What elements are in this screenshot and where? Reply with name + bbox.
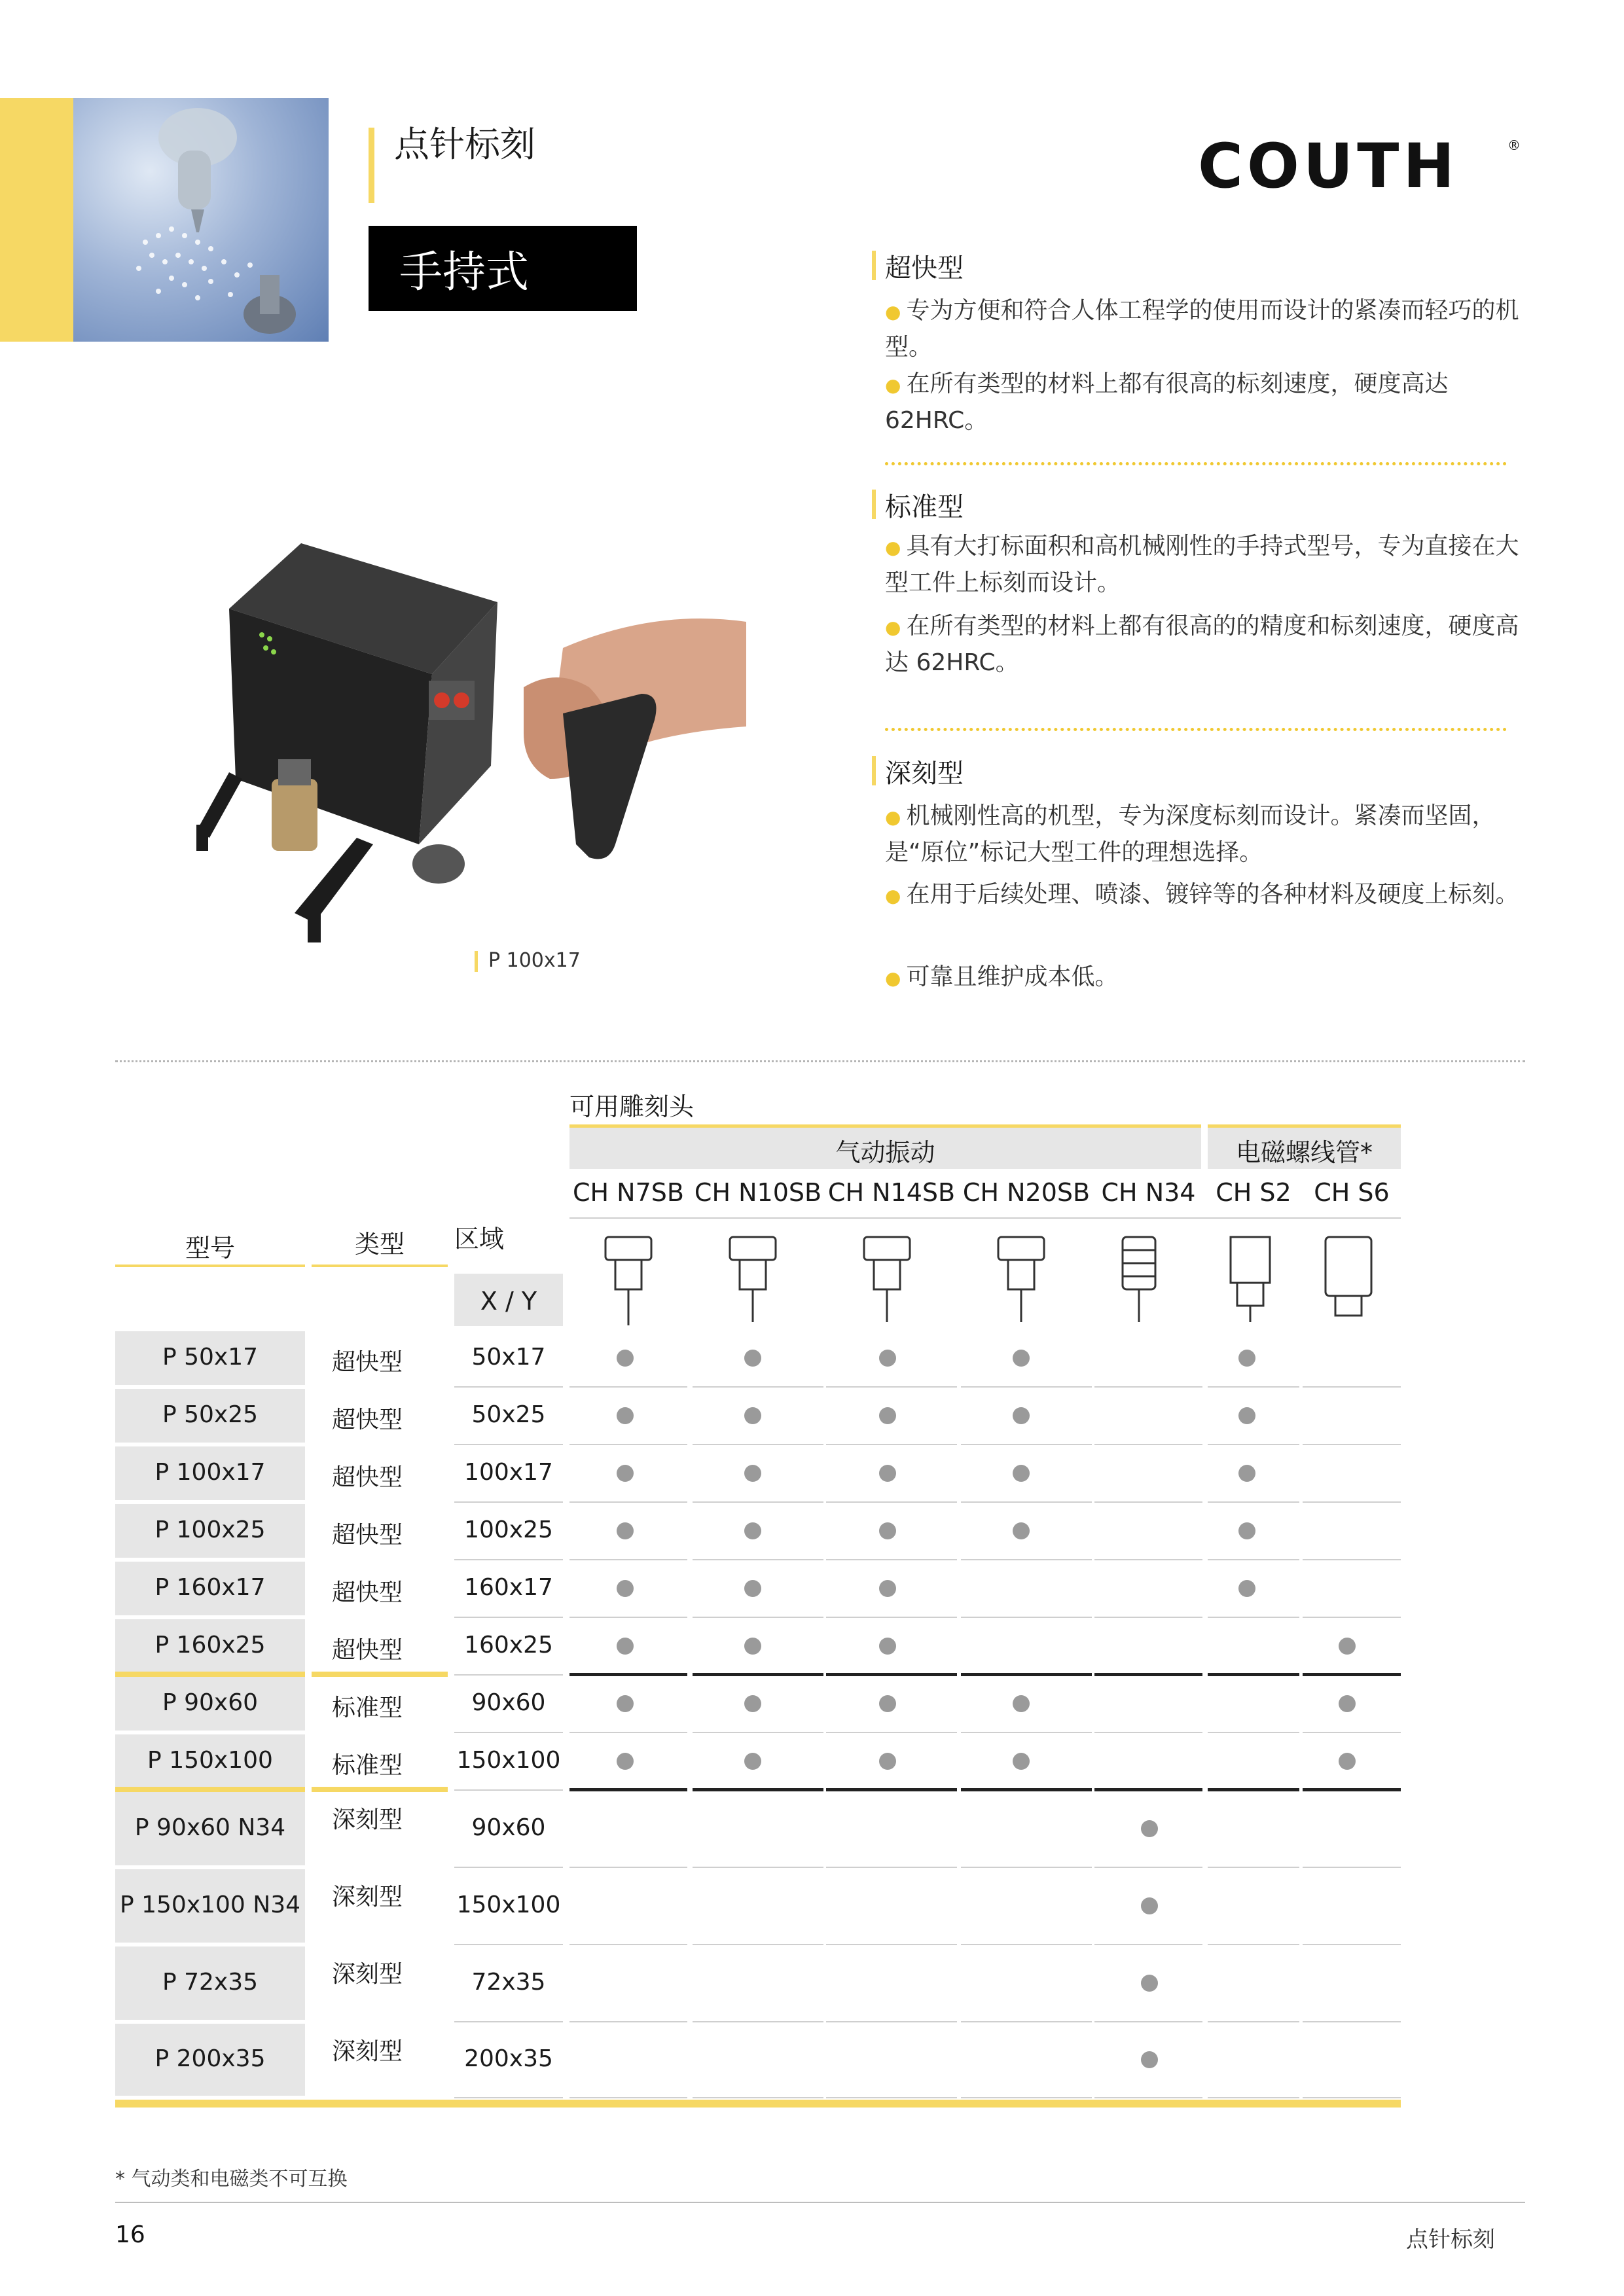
compatibility-dot — [879, 1753, 896, 1770]
bullet-dot-icon: ● — [885, 885, 901, 906]
compatibility-dot — [1013, 1465, 1030, 1482]
compatibility-dot — [744, 1580, 761, 1597]
compatibility-dot — [1238, 1522, 1255, 1539]
area-cell: 50x17 — [471, 1344, 546, 1371]
group-header-solenoid: 电磁螺线管* — [1235, 1138, 1373, 1167]
row-line — [1303, 1617, 1401, 1618]
bullet-dot-icon: ● — [885, 537, 901, 558]
row-line — [1094, 1617, 1202, 1618]
row-line — [961, 1559, 1092, 1560]
compatibility-dot — [879, 1407, 896, 1424]
head-col-n20sb: CH N20SB — [962, 1178, 1091, 1207]
dot-pattern-illustration — [73, 98, 329, 342]
row-line — [569, 1732, 687, 1733]
compatibility-dot — [1141, 1975, 1158, 1992]
solenoid-head-icon — [1231, 1237, 1270, 1322]
row-line — [569, 1867, 687, 1868]
head-col-n10sb: CH N10SB — [694, 1178, 822, 1207]
group-divider-line — [693, 1673, 823, 1676]
row-line — [1208, 1559, 1299, 1560]
head-col-s6: CH S6 — [1314, 1178, 1390, 1207]
row-line — [693, 2021, 823, 2022]
row-line — [1208, 1444, 1299, 1445]
row-line — [1094, 1501, 1202, 1503]
head-col-s2: CH S2 — [1216, 1178, 1291, 1207]
group-divider-line — [569, 1788, 687, 1791]
bullet-dot-icon: ● — [885, 967, 901, 989]
section-dotted-divider — [885, 728, 1507, 731]
type-group-accent — [312, 1787, 448, 1792]
row-line — [454, 1867, 563, 1868]
feature-accent-bar — [872, 490, 876, 519]
row-line — [454, 1501, 563, 1503]
compatibility-dot — [1238, 1465, 1255, 1482]
bullet-text: 在所有类型的材料上都有很高的标刻速度，硬度高达62HRC。 — [885, 370, 1449, 434]
row-line — [826, 1559, 957, 1560]
pneumatic-head-icon — [730, 1237, 776, 1322]
row-line — [454, 2021, 563, 2022]
feature-accent-bar — [872, 756, 876, 785]
area-cell: 90x60 — [471, 1689, 546, 1716]
row-line — [1208, 2021, 1299, 2022]
row-line — [454, 1944, 563, 1945]
row-line — [1208, 1386, 1299, 1388]
row-line — [454, 1674, 563, 1676]
model-cell: P 150x100 — [147, 1747, 273, 1774]
row-line — [826, 1501, 957, 1503]
feature-bullet — [885, 529, 1540, 601]
row-line — [961, 2021, 1092, 2022]
row-line — [961, 1867, 1092, 1868]
bullet-text: 在用于后续处理、喷漆、镀锌等的各种材料及硬度上标刻。 — [906, 881, 1519, 908]
group-header-pneumatic: 气动振动 — [835, 1138, 935, 1167]
compatibility-dot — [1141, 1897, 1158, 1914]
feature-bullet — [885, 877, 1540, 914]
page-number: 16 — [115, 2221, 145, 2248]
feature-bullet — [885, 609, 1540, 681]
pneumatic-head-icon — [605, 1237, 651, 1325]
compatibility-dot — [744, 1465, 761, 1482]
col-header-accent — [115, 1265, 305, 1267]
row-line — [1094, 1867, 1202, 1868]
area-cell: 150x100 — [456, 1747, 561, 1774]
group-divider-line — [693, 1788, 823, 1791]
model-cell: P 100x25 — [154, 1516, 266, 1543]
row-line — [1094, 1559, 1202, 1560]
group-divider-line — [1094, 1788, 1202, 1791]
row-line — [454, 1386, 563, 1388]
col-header-type: 类型 — [354, 1230, 405, 1259]
section-title: 点针标刻 — [394, 124, 535, 165]
marking-head-icons — [569, 1230, 1401, 1335]
table-bottom-accent — [115, 2100, 1401, 2108]
row-line — [693, 2097, 823, 2098]
row-line — [569, 2021, 687, 2022]
row-line — [454, 1444, 563, 1445]
row-line — [826, 2021, 957, 2022]
type-cell: 深刻型 — [331, 2038, 403, 2065]
handheld-marker-photo — [157, 452, 746, 949]
row-line — [1208, 2097, 1299, 2098]
compatibility-dot — [1013, 1522, 1030, 1539]
area-cell: 50x25 — [471, 1401, 546, 1428]
photo-caption-text: P 100x17 — [488, 949, 581, 972]
subtitle-text: 手持式 — [399, 247, 529, 297]
brand-logo: COUTH — [1198, 131, 1459, 202]
row-line — [569, 2097, 687, 2098]
heads-label: 可用雕刻头 — [569, 1092, 695, 1121]
compatibility-dot — [879, 1350, 896, 1367]
compatibility-dot — [1013, 1350, 1030, 1367]
group-divider-line — [1208, 1788, 1299, 1791]
compatibility-dot — [1013, 1753, 1030, 1770]
row-line — [961, 1617, 1092, 1618]
group-divider-line — [961, 1673, 1092, 1676]
area-cell: 100x17 — [464, 1459, 553, 1486]
group-divider-line — [1094, 1673, 1202, 1676]
row-line — [454, 1789, 563, 1791]
compatibility-dot — [617, 1407, 634, 1424]
row-line — [569, 1444, 687, 1445]
bullet-text: 在所有类型的材料上都有很高的的精度和标刻速度，硬度高达 62HRC。 — [885, 613, 1519, 676]
compatibility-dot — [879, 1638, 896, 1655]
col-header-model: 型号 — [185, 1234, 235, 1263]
type-group-accent — [312, 1672, 448, 1677]
row-line — [693, 1617, 823, 1618]
feature-bullet — [885, 367, 1540, 439]
bullet-dot-icon: ● — [885, 301, 901, 323]
row-line — [454, 1559, 563, 1560]
row-line — [1208, 1867, 1299, 1868]
compatibility-dot — [744, 1407, 761, 1424]
col-header-accent — [312, 1265, 448, 1267]
area-cell: 160x25 — [464, 1632, 553, 1659]
section-dotted-divider — [885, 462, 1507, 465]
head-col-n14sb: CH N14SB — [827, 1178, 956, 1207]
group-divider-line — [826, 1788, 957, 1791]
model-cell: P 72x35 — [162, 1969, 259, 1996]
footer-section-title: 点针标刻 — [1406, 2227, 1495, 2253]
compatibility-dot — [1013, 1407, 1030, 1424]
feature-accent-bar — [872, 251, 876, 280]
row-line — [1303, 1944, 1401, 1945]
compatibility-dot — [1339, 1695, 1356, 1712]
type-cell: 标准型 — [331, 1752, 403, 1779]
row-line — [1094, 2097, 1202, 2098]
row-line — [961, 1501, 1092, 1503]
row-line — [454, 2097, 563, 2098]
row-line — [1303, 2097, 1401, 2098]
head-col-n34: CH N34 — [1101, 1178, 1196, 1207]
row-line — [961, 1444, 1092, 1445]
area-cell: 100x25 — [464, 1516, 553, 1543]
feature-title-deep: 深刻型 — [885, 759, 964, 789]
group-divider-line — [569, 1673, 687, 1676]
model-cell: P 90x60 — [162, 1689, 259, 1716]
bullet-dot-icon: ● — [885, 806, 901, 828]
compatibility-dot — [1238, 1580, 1255, 1597]
row-line — [569, 1386, 687, 1388]
model-group-accent — [115, 1672, 305, 1677]
compatibility-dot — [1013, 1695, 1030, 1712]
model-cell: P 100x17 — [154, 1459, 266, 1486]
area-cell: 160x17 — [464, 1574, 553, 1601]
compatibility-dot — [1238, 1407, 1255, 1424]
group-divider-line — [1303, 1673, 1401, 1676]
compatibility-dot — [617, 1580, 634, 1597]
group-divider-line — [961, 1788, 1092, 1791]
row-line — [826, 1732, 957, 1733]
compatibility-dot — [1339, 1753, 1356, 1770]
type-cell: 超快型 — [331, 1637, 403, 1664]
row-line — [569, 1944, 687, 1945]
row-line — [826, 1944, 957, 1945]
solenoid-head-icon — [1326, 1237, 1371, 1316]
pneumatic-head-icon — [998, 1237, 1044, 1322]
compatibility-dot — [617, 1465, 634, 1482]
row-line — [826, 1386, 957, 1388]
compatibility-dot — [879, 1465, 896, 1482]
bullet-text: 可靠且维护成本低。 — [906, 963, 1119, 990]
compatibility-dot — [617, 1753, 634, 1770]
compatibility-dot — [744, 1695, 761, 1712]
row-line — [1094, 1944, 1202, 1945]
compatibility-dot — [744, 1753, 761, 1770]
row-line — [693, 1944, 823, 1945]
row-line — [826, 1867, 957, 1868]
footer-divider — [115, 2202, 1525, 2203]
type-cell: 超快型 — [331, 1464, 403, 1491]
row-line — [1303, 1501, 1401, 1503]
group-divider-line — [1208, 1673, 1299, 1676]
row-line — [693, 1386, 823, 1388]
compatibility-dot — [1141, 2051, 1158, 2068]
type-cell: 标准型 — [331, 1695, 403, 1721]
group-divider-line — [1303, 1788, 1401, 1791]
col-header-xy: X / Y — [480, 1287, 537, 1316]
row-line — [1208, 1501, 1299, 1503]
row-line — [454, 1732, 563, 1733]
type-cell: 超快型 — [331, 1407, 403, 1433]
model-group-accent — [115, 1787, 305, 1792]
row-line — [454, 1617, 563, 1618]
row-line — [826, 2097, 957, 2098]
type-cell: 深刻型 — [331, 1806, 403, 1833]
feature-bullet — [885, 960, 1540, 996]
bullet-dot-icon: ● — [885, 617, 901, 638]
caption-accent-bar — [475, 951, 478, 972]
row-line — [569, 1617, 687, 1618]
row-line — [693, 1559, 823, 1560]
area-cell: 90x60 — [471, 1814, 546, 1841]
model-cell: P 50x17 — [162, 1344, 259, 1371]
bullet-dot-icon: ● — [885, 374, 901, 396]
row-line — [569, 1559, 687, 1560]
head-col-n7sb: CH N7SB — [573, 1178, 684, 1207]
group-header-accent — [1208, 1124, 1401, 1128]
type-cell: 深刻型 — [331, 1884, 403, 1910]
type-cell: 深刻型 — [331, 1961, 403, 1988]
hero-dot-marking-photo — [73, 98, 329, 342]
registered-mark: ® — [1507, 137, 1521, 153]
group-header-accent — [569, 1124, 1201, 1128]
row-line — [961, 2097, 1092, 2098]
deep-head-icon — [1123, 1237, 1155, 1322]
header-row-line — [569, 1217, 1401, 1219]
row-line — [1208, 1732, 1299, 1733]
group-divider-line — [826, 1673, 957, 1676]
area-cell: 72x35 — [471, 1969, 546, 1996]
feature-bullet — [885, 798, 1540, 870]
compatibility-dot — [1339, 1638, 1356, 1655]
compatibility-dot — [744, 1522, 761, 1539]
row-line — [1303, 1732, 1401, 1733]
row-line — [1303, 1559, 1401, 1560]
compatibility-dot — [617, 1350, 634, 1367]
feature-title-ultrafast: 超快型 — [885, 253, 964, 283]
bullet-text: 专为方便和符合人体工程学的使用而设计的紧凑而轻巧的机型。 — [885, 297, 1519, 361]
compatibility-dot — [1238, 1350, 1255, 1367]
row-line — [1094, 1444, 1202, 1445]
compatibility-dot — [744, 1638, 761, 1655]
row-line — [1094, 2021, 1202, 2022]
compatibility-dot — [879, 1522, 896, 1539]
table-dotted-separator — [115, 1060, 1525, 1062]
handheld-marker-illustration — [157, 452, 746, 949]
row-line — [961, 1386, 1092, 1388]
compatibility-dot — [617, 1638, 634, 1655]
row-line — [693, 1732, 823, 1733]
bullet-text: 具有大打标面积和高机械刚性的手持式型号，专为直接在大型工件上标刻而设计。 — [885, 533, 1519, 596]
compatibility-dot — [1141, 1820, 1158, 1837]
compatibility-dot — [617, 1522, 634, 1539]
row-line — [693, 1501, 823, 1503]
compatibility-dot — [617, 1695, 634, 1712]
section-accent-bar — [369, 128, 374, 203]
row-line — [961, 1732, 1092, 1733]
model-cell: P 160x25 — [154, 1632, 266, 1659]
row-line — [1208, 1617, 1299, 1618]
row-line — [1303, 2021, 1401, 2022]
area-cell: 150x100 — [456, 1892, 561, 1918]
type-cell: 超快型 — [331, 1522, 403, 1549]
compatibility-dot — [879, 1695, 896, 1712]
row-line — [693, 1867, 823, 1868]
row-line — [826, 1617, 957, 1618]
type-cell: 超快型 — [331, 1349, 403, 1376]
feature-bullet — [885, 293, 1540, 365]
compatibility-dot — [744, 1350, 761, 1367]
model-cell: P 160x17 — [154, 1574, 266, 1601]
row-line — [1208, 1944, 1299, 1945]
area-cell: 200x35 — [464, 2045, 553, 2072]
model-cell: P 90x60 N34 — [134, 1814, 286, 1841]
row-line — [961, 1944, 1092, 1945]
row-line — [693, 1444, 823, 1445]
row-line — [1094, 1732, 1202, 1733]
photo-caption — [475, 949, 581, 972]
footnote: * 气动类和电磁类不可互换 — [115, 2168, 348, 2191]
model-cell: P 50x25 — [162, 1401, 259, 1428]
header-yellow-band — [0, 98, 73, 342]
row-line — [1094, 1386, 1202, 1388]
pneumatic-head-icon — [864, 1237, 910, 1322]
compatibility-dot — [879, 1580, 896, 1597]
bullet-text: 机械刚性高的机型，专为深度标刻而设计。紧凑而坚固，是“原位”标记大型工件的理想选择。 — [885, 802, 1496, 866]
col-header-area: 区域 — [454, 1225, 505, 1253]
row-line — [1303, 1444, 1401, 1445]
model-cell: P 200x35 — [154, 2045, 266, 2072]
type-cell: 超快型 — [331, 1579, 403, 1606]
row-line — [1303, 1386, 1401, 1388]
feature-title-standard: 标准型 — [885, 492, 964, 522]
model-cell: P 150x100 N34 — [119, 1892, 301, 1918]
row-line — [1303, 1867, 1401, 1868]
row-line — [569, 1501, 687, 1503]
row-line — [826, 1444, 957, 1445]
